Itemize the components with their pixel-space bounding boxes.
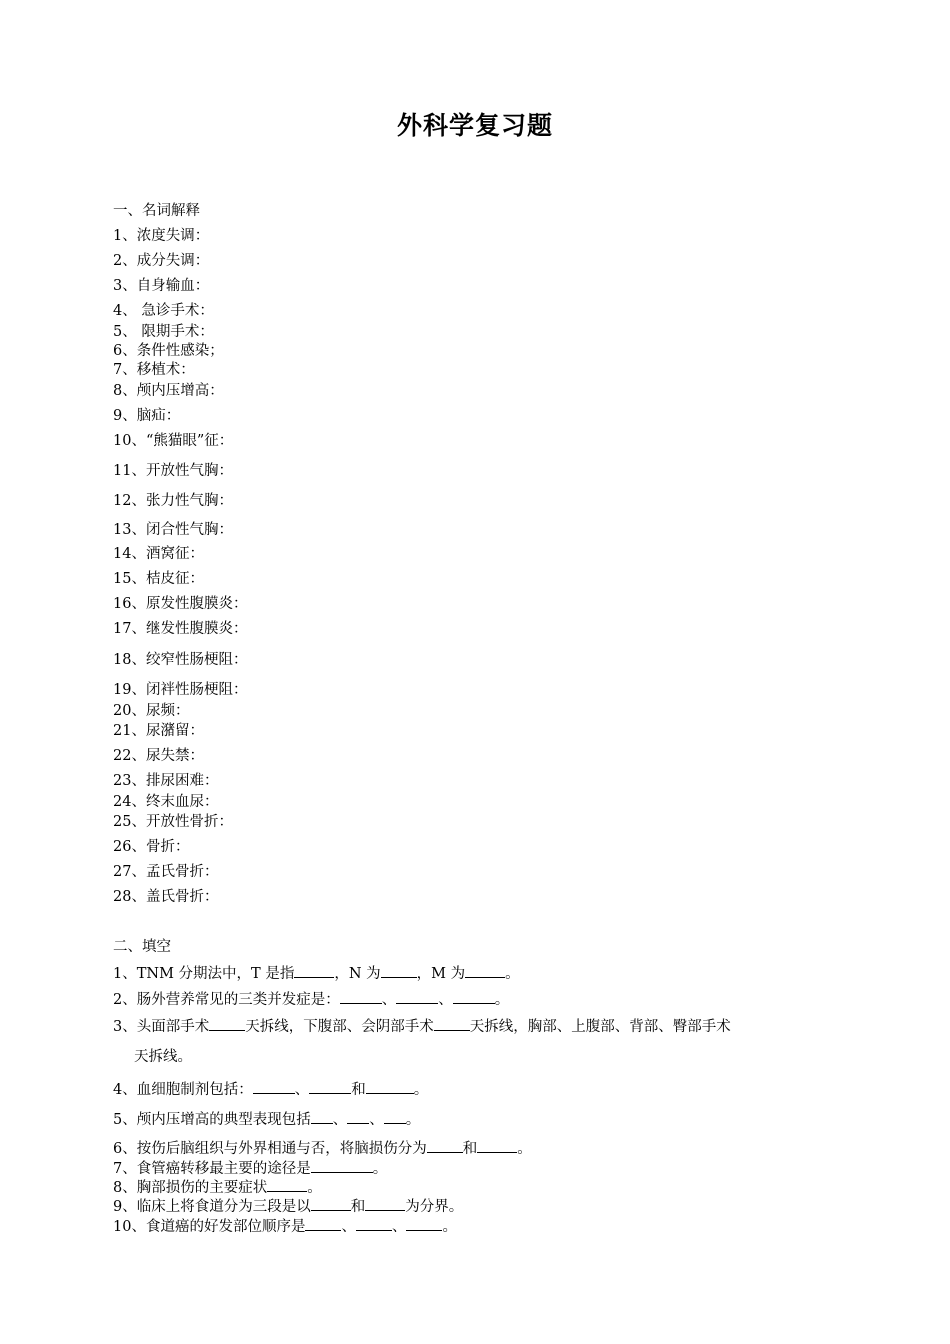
definition-item: 7、移植术：: [113, 362, 195, 378]
definition-item: 27、孟氏骨折：: [113, 864, 219, 880]
answer-blank[interactable]: [477, 1138, 517, 1153]
definition-item: 13、闭合性气胸：: [113, 522, 233, 538]
fill-blank-question: 10、食道癌的好发部位顺序是 、 、 。: [113, 1216, 457, 1236]
answer-blank[interactable]: [209, 1016, 245, 1031]
document-title: 外科学复习题: [396, 111, 553, 140]
section-heading-definitions: 一、名词解释: [113, 203, 200, 219]
fill-blank-question: 3、头面部手术 天拆线，下腹部、会阴部手术 天拆线，胸部、上腹部、背部、臀部手术: [113, 1013, 838, 1042]
section-heading-fill-blank: 二、填空: [113, 939, 171, 955]
answer-blank[interactable]: [381, 963, 417, 978]
answer-blank[interactable]: [365, 1196, 405, 1211]
definition-item: 10、“熊猫眼”征：: [113, 433, 234, 449]
definition-item: 8、颅内压增高：: [113, 383, 224, 399]
definition-item: 24、终末血尿：: [113, 794, 219, 810]
definition-item: 18、绞窄性肠梗阻：: [113, 652, 248, 668]
answer-blank[interactable]: [340, 989, 382, 1004]
definition-item: 19、闭袢性肠梗阻：: [113, 682, 248, 698]
fill-blank-question: 6、按伤后脑组织与外界相通与否，将脑损伤分为 和 。: [113, 1138, 532, 1158]
answer-blank[interactable]: [267, 1177, 307, 1192]
answer-blank[interactable]: [311, 1158, 373, 1173]
answer-blank[interactable]: [305, 1216, 341, 1231]
definition-item: 5、 限期手术：: [113, 324, 214, 340]
definition-item: 1、浓度失调：: [113, 228, 210, 244]
answer-blank[interactable]: [253, 1079, 295, 1094]
answer-blank[interactable]: [434, 1016, 470, 1031]
answer-blank[interactable]: [311, 1109, 333, 1124]
answer-blank[interactable]: [356, 1216, 392, 1231]
fill-blank-question: 7、食管癌转移最主要的途径是 。: [113, 1158, 387, 1178]
definition-item: 2、成分失调：: [113, 253, 210, 269]
definition-item: 12、张力性气胸：: [113, 493, 233, 509]
definition-item: 26、骨折：: [113, 839, 190, 855]
fill-blank-question-continuation: 天拆线。: [134, 1049, 192, 1065]
fill-blank-question: 5、颅内压增高的典型表现包括 、 、 。: [113, 1109, 420, 1129]
answer-blank[interactable]: [453, 989, 495, 1004]
answer-blank[interactable]: [311, 1196, 351, 1211]
definition-item: 15、桔皮征：: [113, 571, 204, 587]
definition-item: 28、盖氏骨折：: [113, 889, 219, 905]
definition-item: 3、自身输血：: [113, 278, 210, 294]
definition-item: 21、尿潴留：: [113, 723, 204, 739]
definition-item: 25、开放性骨折：: [113, 814, 233, 830]
answer-blank[interactable]: [396, 989, 438, 1004]
definition-item: 9、脑疝：: [113, 408, 181, 424]
definition-item: 14、酒窝征：: [113, 546, 204, 562]
answer-blank[interactable]: [406, 1216, 442, 1231]
fill-blank-question: 1、TNM 分期法中，T 是指 ，N 为 ，M 为 。: [113, 963, 520, 983]
answer-blank[interactable]: [384, 1109, 406, 1124]
definition-item: 17、继发性腹膜炎：: [113, 621, 248, 637]
answer-blank[interactable]: [465, 963, 505, 978]
fill-blank-question: 2、肠外营养常见的三类并发症是： 、 、 。: [113, 989, 509, 1009]
answer-blank[interactable]: [347, 1109, 369, 1124]
definition-item: 4、 急诊手术：: [113, 303, 214, 319]
answer-blank[interactable]: [427, 1138, 463, 1153]
answer-blank[interactable]: [309, 1079, 351, 1094]
definition-item: 22、尿失禁：: [113, 748, 204, 764]
definition-item: 6、条件性感染；: [113, 343, 224, 359]
definition-item: 11、开放性气胸：: [113, 463, 233, 479]
answer-blank[interactable]: [366, 1079, 414, 1094]
definition-item: 20、尿频：: [113, 703, 190, 719]
answer-blank[interactable]: [294, 963, 334, 978]
fill-blank-question: 4、血细胞制剂包括： 、 和 。: [113, 1079, 428, 1099]
fill-blank-question: 9、临床上将食道分为三段是以 和 为分界。: [113, 1196, 463, 1216]
definition-item: 16、原发性腹膜炎：: [113, 596, 248, 612]
fill-blank-question: 8、胸部损伤的主要症状 。: [113, 1177, 322, 1197]
definition-item: 23、排尿困难：: [113, 773, 219, 789]
